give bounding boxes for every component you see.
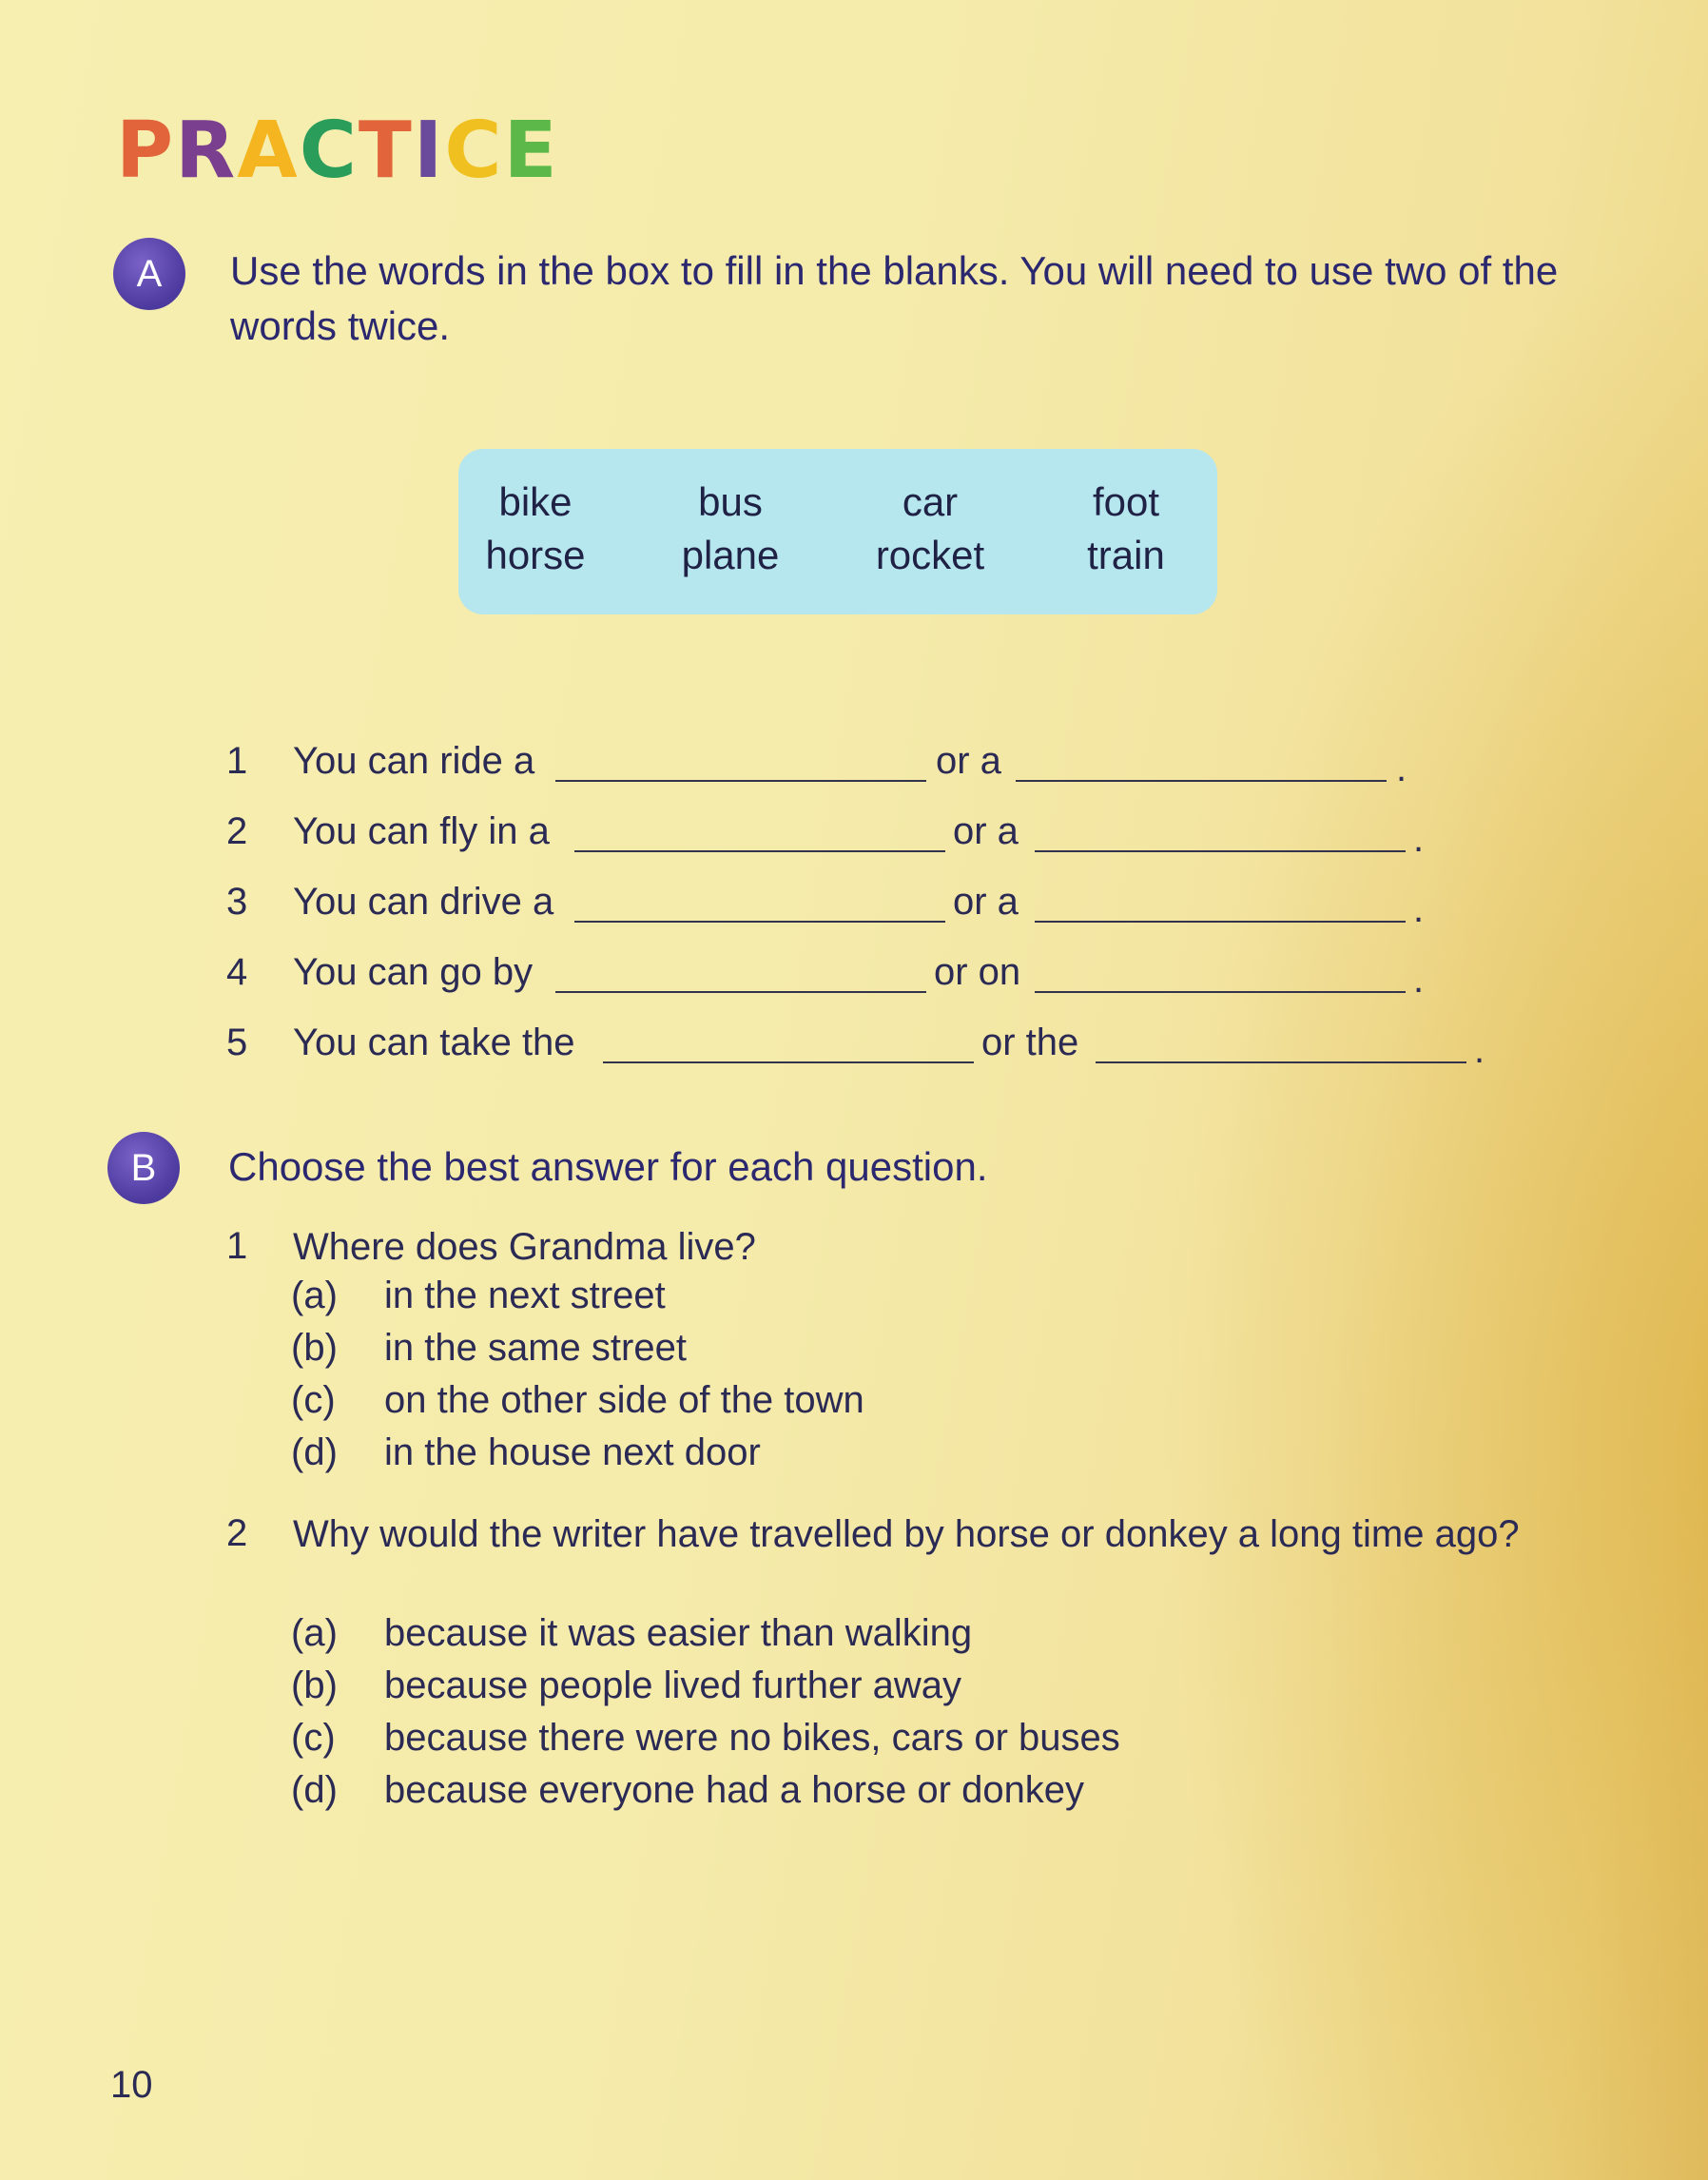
option-text: because it was easier than walking (384, 1612, 973, 1654)
word-box-word: plane (681, 533, 780, 577)
option-label: (d) (291, 1431, 338, 1473)
title-letter: C (299, 106, 359, 196)
option-label: (a) (291, 1275, 338, 1316)
word-box-word: car (902, 479, 959, 524)
title-letter: A (237, 106, 300, 196)
option-label: (a) (291, 1612, 338, 1654)
word-box-column (844, 476, 1016, 582)
sentence-middle: or on (934, 951, 1021, 993)
sentence-end: . (1413, 959, 1425, 1001)
sentence-number: 3 (226, 881, 248, 923)
option-label: (c) (291, 1379, 336, 1421)
option-text: because everyone had a horse or donkey (384, 1769, 1085, 1811)
sentence-end: . (1413, 888, 1425, 930)
sentence-number: 5 (226, 1022, 248, 1063)
answer-blank[interactable] (574, 850, 945, 852)
word-box-word: rocket (875, 533, 985, 577)
sentence-start: You can ride a (293, 740, 535, 782)
sentence-end: . (1396, 748, 1407, 789)
page-title (116, 106, 559, 196)
sentence-number: 4 (226, 951, 248, 993)
answer-blank[interactable] (1035, 991, 1406, 993)
word-box-word: foot (1092, 479, 1160, 524)
section-a-badge: A (113, 238, 185, 310)
sentence-start: You can go by (293, 951, 534, 993)
answer-blank[interactable] (555, 991, 926, 993)
title-letter: P (116, 106, 176, 196)
sentence-start: You can fly in a (293, 810, 550, 852)
question-text: Where does Grandma live? (293, 1226, 756, 1268)
section-b-instruction: Choose the best answer for each question. (228, 1144, 988, 1189)
question-number: 2 (226, 1512, 248, 1554)
answer-blank[interactable] (1016, 780, 1387, 782)
word-box-word: horse (485, 533, 586, 577)
answer-blank[interactable] (1096, 1061, 1466, 1063)
sentence-middle: or a (953, 810, 1019, 852)
word-box-column (450, 476, 621, 582)
option-text: in the next street (384, 1275, 666, 1316)
sentence-number: 1 (226, 740, 248, 782)
answer-blank[interactable] (555, 780, 926, 782)
title-letter: R (175, 106, 238, 196)
word-box-word: train (1087, 533, 1165, 577)
sentence-start: You can drive a (293, 881, 554, 923)
word-box (458, 449, 1217, 614)
title-letter: E (503, 106, 559, 196)
option-text: in the house next door (384, 1431, 761, 1473)
sentence-end: . (1413, 818, 1425, 860)
answer-blank[interactable] (603, 1061, 974, 1063)
option-text: on the other side of the town (384, 1379, 864, 1421)
answer-blank[interactable] (1035, 850, 1406, 852)
sentence-number: 2 (226, 810, 248, 852)
section-a-instruction: Use the words in the box to fill in the blanks. You will need to use two of the words twice. (230, 248, 1559, 348)
title-letter: I (413, 106, 445, 196)
option-text: because there were no bikes, cars or buses (384, 1717, 1120, 1759)
answer-blank[interactable] (1035, 921, 1406, 923)
answer-blank[interactable] (574, 921, 945, 923)
question-number: 1 (226, 1225, 248, 1267)
option-label: (b) (291, 1664, 338, 1706)
word-box-column (645, 476, 816, 582)
sentence-middle: or a (936, 740, 1001, 782)
word-box-word: bike (498, 479, 573, 524)
question-text: Why would the writer have travelled by horse or donkey a long time ago? (293, 1513, 1520, 1555)
sentence-start: You can take the (293, 1022, 575, 1063)
option-label: (c) (291, 1717, 336, 1759)
sentence-middle: or the (981, 1022, 1079, 1063)
sentence-end: . (1474, 1029, 1485, 1071)
title-letter: T (358, 106, 414, 196)
section-b-badge: B (107, 1132, 180, 1204)
sentence-middle: or a (953, 881, 1019, 923)
page-number: 10 (110, 2064, 153, 2106)
option-label: (b) (291, 1327, 338, 1369)
option-label: (d) (291, 1769, 338, 1811)
word-box-column (1040, 476, 1212, 582)
title-letter: C (444, 106, 504, 196)
option-text: in the same street (384, 1327, 687, 1369)
option-text: because people lived further away (384, 1664, 962, 1706)
word-box-word: bus (698, 479, 763, 524)
